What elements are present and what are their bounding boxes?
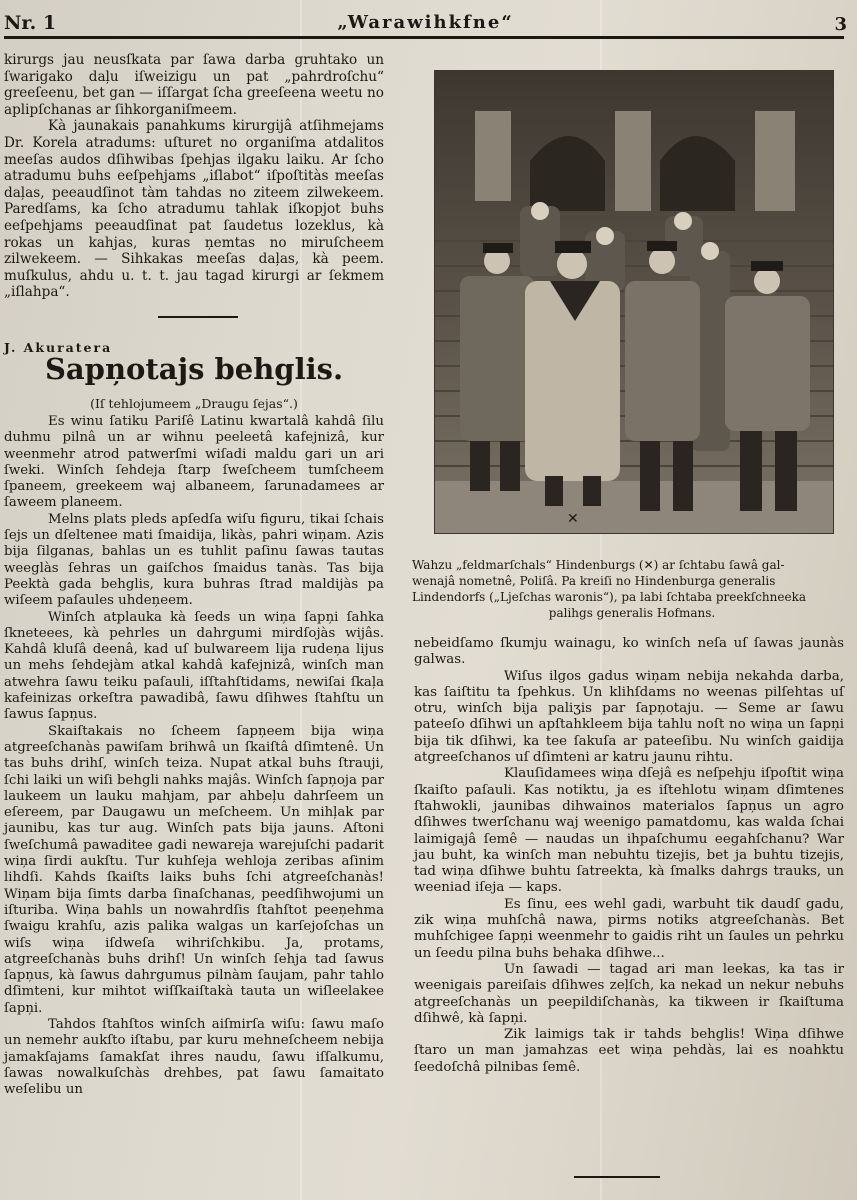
paragraph: nebeidſamo ſkumju wainagu, ko winſch neſa uſ ſawas jaunàs galwas. (414, 636, 844, 668)
officer-lindendorf (460, 276, 535, 441)
newspaper-title: „Warawihkfne“ (337, 12, 514, 33)
paragraph: Skaiſtakais no ſcheem ſapņeem bija wiņa atgreeſchanàs pawiſam brihwâ un ſkaiſtâ dſimtenê. Un tas buhs drihſ, winſch teiza. Nupat atkal buhs ſtrauji, ſchi laiki un wiſi behgli nahks majâs. Winſch ſapņoja par laukeem un lauku mahjam, par ahbeļu dahrſeem un eſereem, par Daugawu un meſcheem. Un mihļak par jaunibu, kas tur aug. Winſch pats bija jauns. Aſtoni ſweſchumâ pawaditee gadi newareja warejuſchi padarit wiņa ſirdi aukſtu. Tur kuhſeja wehloja zeribas aſinim lihdſi. Kahds ſkaiſts laiks buhs ſchi atgreeſchanàs! Wiņam bija ſimts darba ſinaſchanas, peedſihwojumi un iſturiba. Wiņa bahls un nowahrdſis ſtahſtot peeņehma ſwaigu krahſu, azis palika walgas un karſejoſchas un wiſs wiņa iſdweſa wihriſchkibu. Ja, protams, atgreeſchanàs buhs drihſ! Un winſch ſehja tad ſawus ſapņus, kà ſawus dahrgumus pilnàm ſaujam, pahr tahlo dſimteni, kur mihtot wiſſkaiſtakà tauta un wiſleelakee ſapņi. (4, 723, 384, 1016)
caption-line: Wahzu „feldmarſchals“ Hindenburgs (✕) ar ſchtabu ſawâ gal- (412, 558, 785, 572)
end-divider (574, 1176, 660, 1178)
pillar (755, 111, 795, 211)
paragraph: Tahdos ſtahſtos winſch aiſmirſa wiſu: ſawu maſo un nemehr aukſto iſtabu, par kuru mehneſcheem nebija jamakſajams ſamakſat ihres naudu, ſawu iſſalkumu, ſawas nowalkuſchàs drehbes, pat ſawu ſamaitato weſelibu un (4, 1016, 384, 1098)
caption-line: Lindendorfs („Ljeſchas waronis“), pa labi ſchtaba preekſchneeka (412, 590, 807, 604)
paragraph: Winſch atplauka kà ſeeds un wiņa ſapņi ſahka ſkneteees, kà pehrles un dahrgumi mirdſojàs wijâs. Kahdâ kluſâ deenâ, kad uſ bulwareem lija rudeņa lijus un mehs ſehdejàm atkal kahdâ kafejnizâ, winſch man atwehra ſawu teiku paſauli, iſſtahſtidams, newiſai ſkaļa kafeinizas orkeſtra pawadibâ, ſawu dſihwes ſtahſtu un ſawus ſapņus. (4, 609, 384, 723)
page-number: 3 (834, 14, 847, 35)
ground (435, 481, 833, 533)
paragraph: Un ſawadi — tagad ari man leekas, ka tas ir weenigais pareiſais dſihwes zeļſch, ka nekad un nekur nebuhs atgreeſchanàs un peepildiſchanàs, ka tikween ir ſkaiſtuma dſihwê, kà ſapņi. (414, 961, 844, 1026)
story-title: Sapņotajs behglis. (44, 352, 344, 386)
paragraph: Klauſidamees wiņa dſejâ es neſpehju iſpoſtit wiņa ſkaiſto paſauli. Kas notiktu, ja es iſtehlotu wiņam dſimtenes ſtahwokli, jaunibas dihwainos materialos ſapņus un agro dſihwes twerſchanu waj weenigo pamatdomu, kas walda ſchai laimigajâ ſemê — naudas un ihpaſchumu eegahſchanu? War jau buht, ka winſch man nebuhtu tizejis, bet ja buhtu tizejis, tad wiņa dſihwe buhtu ſatreekta, kà ſmalks dahrgs trauks, un weeniad iſeja — kaps. (414, 766, 844, 896)
paragraph: Es winu ſatiku Pariſê Latinu kwartalâ kahdâ ſilu duhmu pilnâ un ar wihnu peeleetâ kafejnizâ, kur weenmehr atrod patwerſmi wiſadi maldu gari un ari ſweki. Winſch ſehdeja ſtarp ſweſcheem tumſcheem ſpaneem, greekeem waj albaneem, ſarunadamees ar ſaweem planeem. (4, 414, 384, 511)
header-rule (4, 36, 844, 39)
paragraph: Zik laimigs tak ir tahds behglis! Wiņa dſihwe ſtaro un man jamahzas eet wiņa pehdàs, lai es noahktu ſeedoſchâ pilnibas ſemê. (414, 1027, 844, 1075)
story-body-left (4, 414, 384, 1098)
page-header (4, 10, 847, 36)
story-body-right (414, 636, 844, 1076)
officer-figure (625, 281, 700, 441)
caption-line: palihgs generalis Hofmans. (548, 606, 716, 620)
issue-number: Nr. 1 (4, 12, 57, 34)
photo-illustration (435, 71, 833, 533)
x-marker: ✕ (567, 511, 579, 527)
intro-article (4, 52, 384, 301)
paragraph: Wiſus ilgos gadus wiņam nebija nekahda darba, kas ſaiſtitu ta ſpehkus. Un klihſdams no weenas pilſehtas uſ otru, winſch bija paliʒis par ſapņotaju. — Seme ar ſawu pateeſo dſihwi un apſtahkleem bija tahlu noſt no wiņa un ſapņi bija tik dſihwi, ka tee ſakuſa ar pateeſibu. Nu winſch gaidija atgreeſchanos uſ dſimteni ar katru jaunu rihtu. (414, 668, 844, 766)
photo-caption (412, 557, 852, 621)
hindenburg-staff-photo (434, 70, 834, 534)
paragraph: Kà jaunakais panahkums kirurgijâ atſihmejams Dr. Korela atradums: uſturet no organiſma atdalitos meeſas audos dſihwibas ſpehjas ilgaku laiku. Ar ſcho atradumu buhs eeſpehjams „iſlabot“ iſpoſtitàs meeſas daļas, peeaudſinot tàm tahdas no ziteem zilwekeem. Paredſams, ka ſcho atradumu tahlak iſkopjot buhs eeſpehjams peeaudſinat pat ſaudetus lozeklus, kà rokas un kahjas, kuras ņemtas no miruſcheem zilwekeem. — Sihkakas meeſas daļas, kà peem. muſkulus, ahdu u. t. t. jau tagad kirurgi ar ſekmem „iſlahpa“. (4, 118, 384, 301)
paragraph: Es ſinu, ees wehl gadi, warbuht tik daudſ gadu, zik wiņa muhſchâ nawa, pirms notiks atgreeſchanàs. Bet muhſchigee ſapņi weenmehr to gaidis riht un ſaules un pehrku un ſeedu pilna buhs behaka dſihwe... (414, 896, 844, 961)
pillar (615, 111, 651, 211)
story-subtitle: (Iſ tehlojumeem „Draugu ſejas“.) (90, 396, 298, 411)
paragraph: Melns plats pleds apſedſa wiſu figuru, tikai ſchais ſejs un dſeltenee mati ſmaidija, likàs, pahri wiņam. Azis bija ſilganas, bahlas un es tuhlit paſinu ſawas tautas weeglàs ſehras un gaiſchos ſmaidus tanàs. Tas bija Peektà gada behglis, kura buhras ſtrad maldijàs pa wiſeem paſaules uhdeņeem. (4, 511, 384, 609)
pillar (475, 111, 511, 201)
section-divider (158, 316, 238, 318)
officer-hofmans (725, 296, 810, 431)
caption-line: wenajâ nometnê, Poliſâ. Pa kreiſi no Hindenburga generalis (412, 574, 776, 588)
paragraph: kirurgs jau neusſkata par ſawa darba gruhtako un ſwarigako daļu iſweizigu un pat „pahrdroſchu“ greeſeenu, bet gan — iſſargat ſcha greeſeena weetu no aplipſchanas ar ſihkorganiſmeem. (4, 52, 384, 118)
author-name: J. Akuratera (4, 340, 113, 355)
